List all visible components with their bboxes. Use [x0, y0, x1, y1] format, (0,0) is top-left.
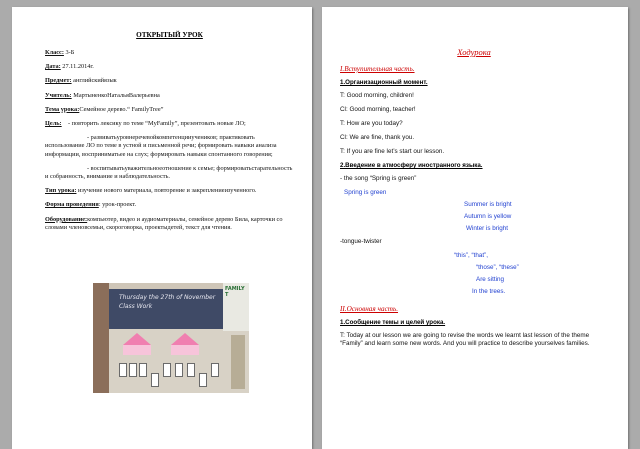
teacher-field	[45, 92, 294, 100]
house-body-icon	[123, 345, 151, 355]
person-card-icon	[139, 363, 147, 377]
subject-field	[45, 77, 294, 85]
section-main-heading: II.Основная часть.	[340, 305, 399, 313]
person-card-icon	[129, 363, 137, 377]
person-card-icon	[175, 363, 183, 377]
closing-paragraph: T: Today at our lesson we are going to revise the words we learnt last lesson of the theme “Family” and learn some new words. And you will practice to describe yourselves families.	[340, 332, 590, 347]
goal-3	[45, 165, 294, 181]
dialogue-line: Cl: Good morning, teacher!	[340, 106, 416, 113]
date-label: Дата:	[45, 63, 61, 71]
date-field	[45, 63, 294, 71]
lesson-plan-title: Ходурока	[457, 47, 491, 57]
twister-line: In the trees.	[472, 288, 506, 295]
person-card-icon	[119, 363, 127, 377]
document-title: ОТКРЫТЫЙ УРОК	[136, 31, 203, 39]
class-value: 3-Б	[63, 49, 75, 56]
song-line: Spring is green	[344, 189, 387, 196]
subject-label: Предмет:	[45, 77, 72, 85]
form-label: Форма проведения	[45, 201, 99, 209]
photo-left-strip	[93, 283, 109, 393]
person-card-icon	[211, 363, 219, 377]
house-body-icon	[171, 345, 199, 355]
subject-value: английскийязык	[71, 77, 117, 85]
twister-line: “this”, “that”,	[454, 252, 488, 259]
twister-line: Are sitting	[476, 276, 504, 283]
photo-family-text: FAMILY T	[225, 286, 245, 298]
dialogue-line: T: Good morning, children!	[340, 92, 414, 99]
equipment-field	[45, 216, 294, 232]
class-field	[45, 49, 294, 57]
house-roof-icon	[123, 333, 151, 345]
topic-label: Тема урока:	[45, 105, 80, 113]
equipment-label: Оборудование:	[45, 215, 88, 223]
topic-value: Семейное дерево.“ FamilyTree”	[79, 105, 164, 113]
dialogue-line: T: How are you today?	[340, 120, 403, 127]
person-card-icon	[163, 363, 171, 377]
song-intro: - the song “Spring is green”	[340, 175, 417, 182]
class-label: Класс:	[45, 49, 64, 56]
dialogue-line: Cl: We are fine, thank you.	[340, 134, 415, 141]
person-card-icon	[151, 373, 159, 387]
lesson-type-label: Тип урока:	[45, 187, 77, 195]
section-intro-heading: I.Вступительная часть.	[340, 65, 415, 73]
goal-3-text: - воспитыватьуважительноеотношение к семье; формироватьстарательность и собранность, внимание и наблюдательность.	[45, 164, 293, 181]
song-line: Summer is bright	[464, 201, 512, 208]
form-value: : урок-проект.	[98, 201, 137, 209]
goals-label: Цель:	[45, 120, 62, 128]
dialogue-line: T: If you are fine let’s start our lesson.	[340, 148, 445, 155]
topic-field	[45, 106, 294, 114]
subsection-organizational: 1.Организационный момент.	[340, 79, 428, 86]
song-line: Winter is bright	[466, 225, 508, 232]
twister-line: “those”, “these”	[476, 264, 519, 271]
person-card-icon	[199, 373, 207, 387]
lesson-type-field	[45, 187, 294, 195]
song-line: Autumn is yellow	[464, 213, 512, 220]
equipment-value: компьютер, видео и аудиоматериалы, семейное дерево Била, карточки со словами членовсемьи, скороговорка, проектыдетей, текст для чтения.	[45, 215, 283, 231]
house-roof-icon	[171, 333, 199, 345]
twister-intro: -tongue-twister	[340, 238, 382, 245]
person-card-icon	[187, 363, 195, 377]
form-field	[45, 201, 294, 209]
photo-board-text: Thursday the 27th of November Class Work	[119, 294, 216, 310]
photo-right-column	[231, 335, 245, 389]
goal-2-text: - развиватьуровнеречевойкомпетенцииучеников; практиковать использование ЛО по теме в устной и письменной речи; формировать навыки анализа информации, восприниматьее на слух; формировать навыки спонтанного говорения;	[45, 134, 277, 158]
goal-1-text: - повторить лексику по теме “MyFamily”, презентовать новые ЛО;	[67, 120, 246, 128]
subsection-topic-goals: 1.Сообщение темы и целей урока.	[340, 319, 446, 326]
goal-1	[45, 120, 294, 128]
right-page	[322, 7, 628, 449]
classroom-photo	[93, 283, 249, 393]
subsection-atmosphere: 2.Введение в атмосферу иностранного языка.	[340, 162, 483, 169]
lesson-type-value: изучение нового материала, повторение и закреплениеизученного.	[76, 187, 257, 195]
teacher-value: МартыненкоНатальяВалерьевна	[71, 91, 160, 99]
goal-2	[45, 134, 294, 159]
teacher-label: Учитель:	[45, 91, 72, 99]
date-value: 27.11.2014г.	[60, 63, 94, 71]
